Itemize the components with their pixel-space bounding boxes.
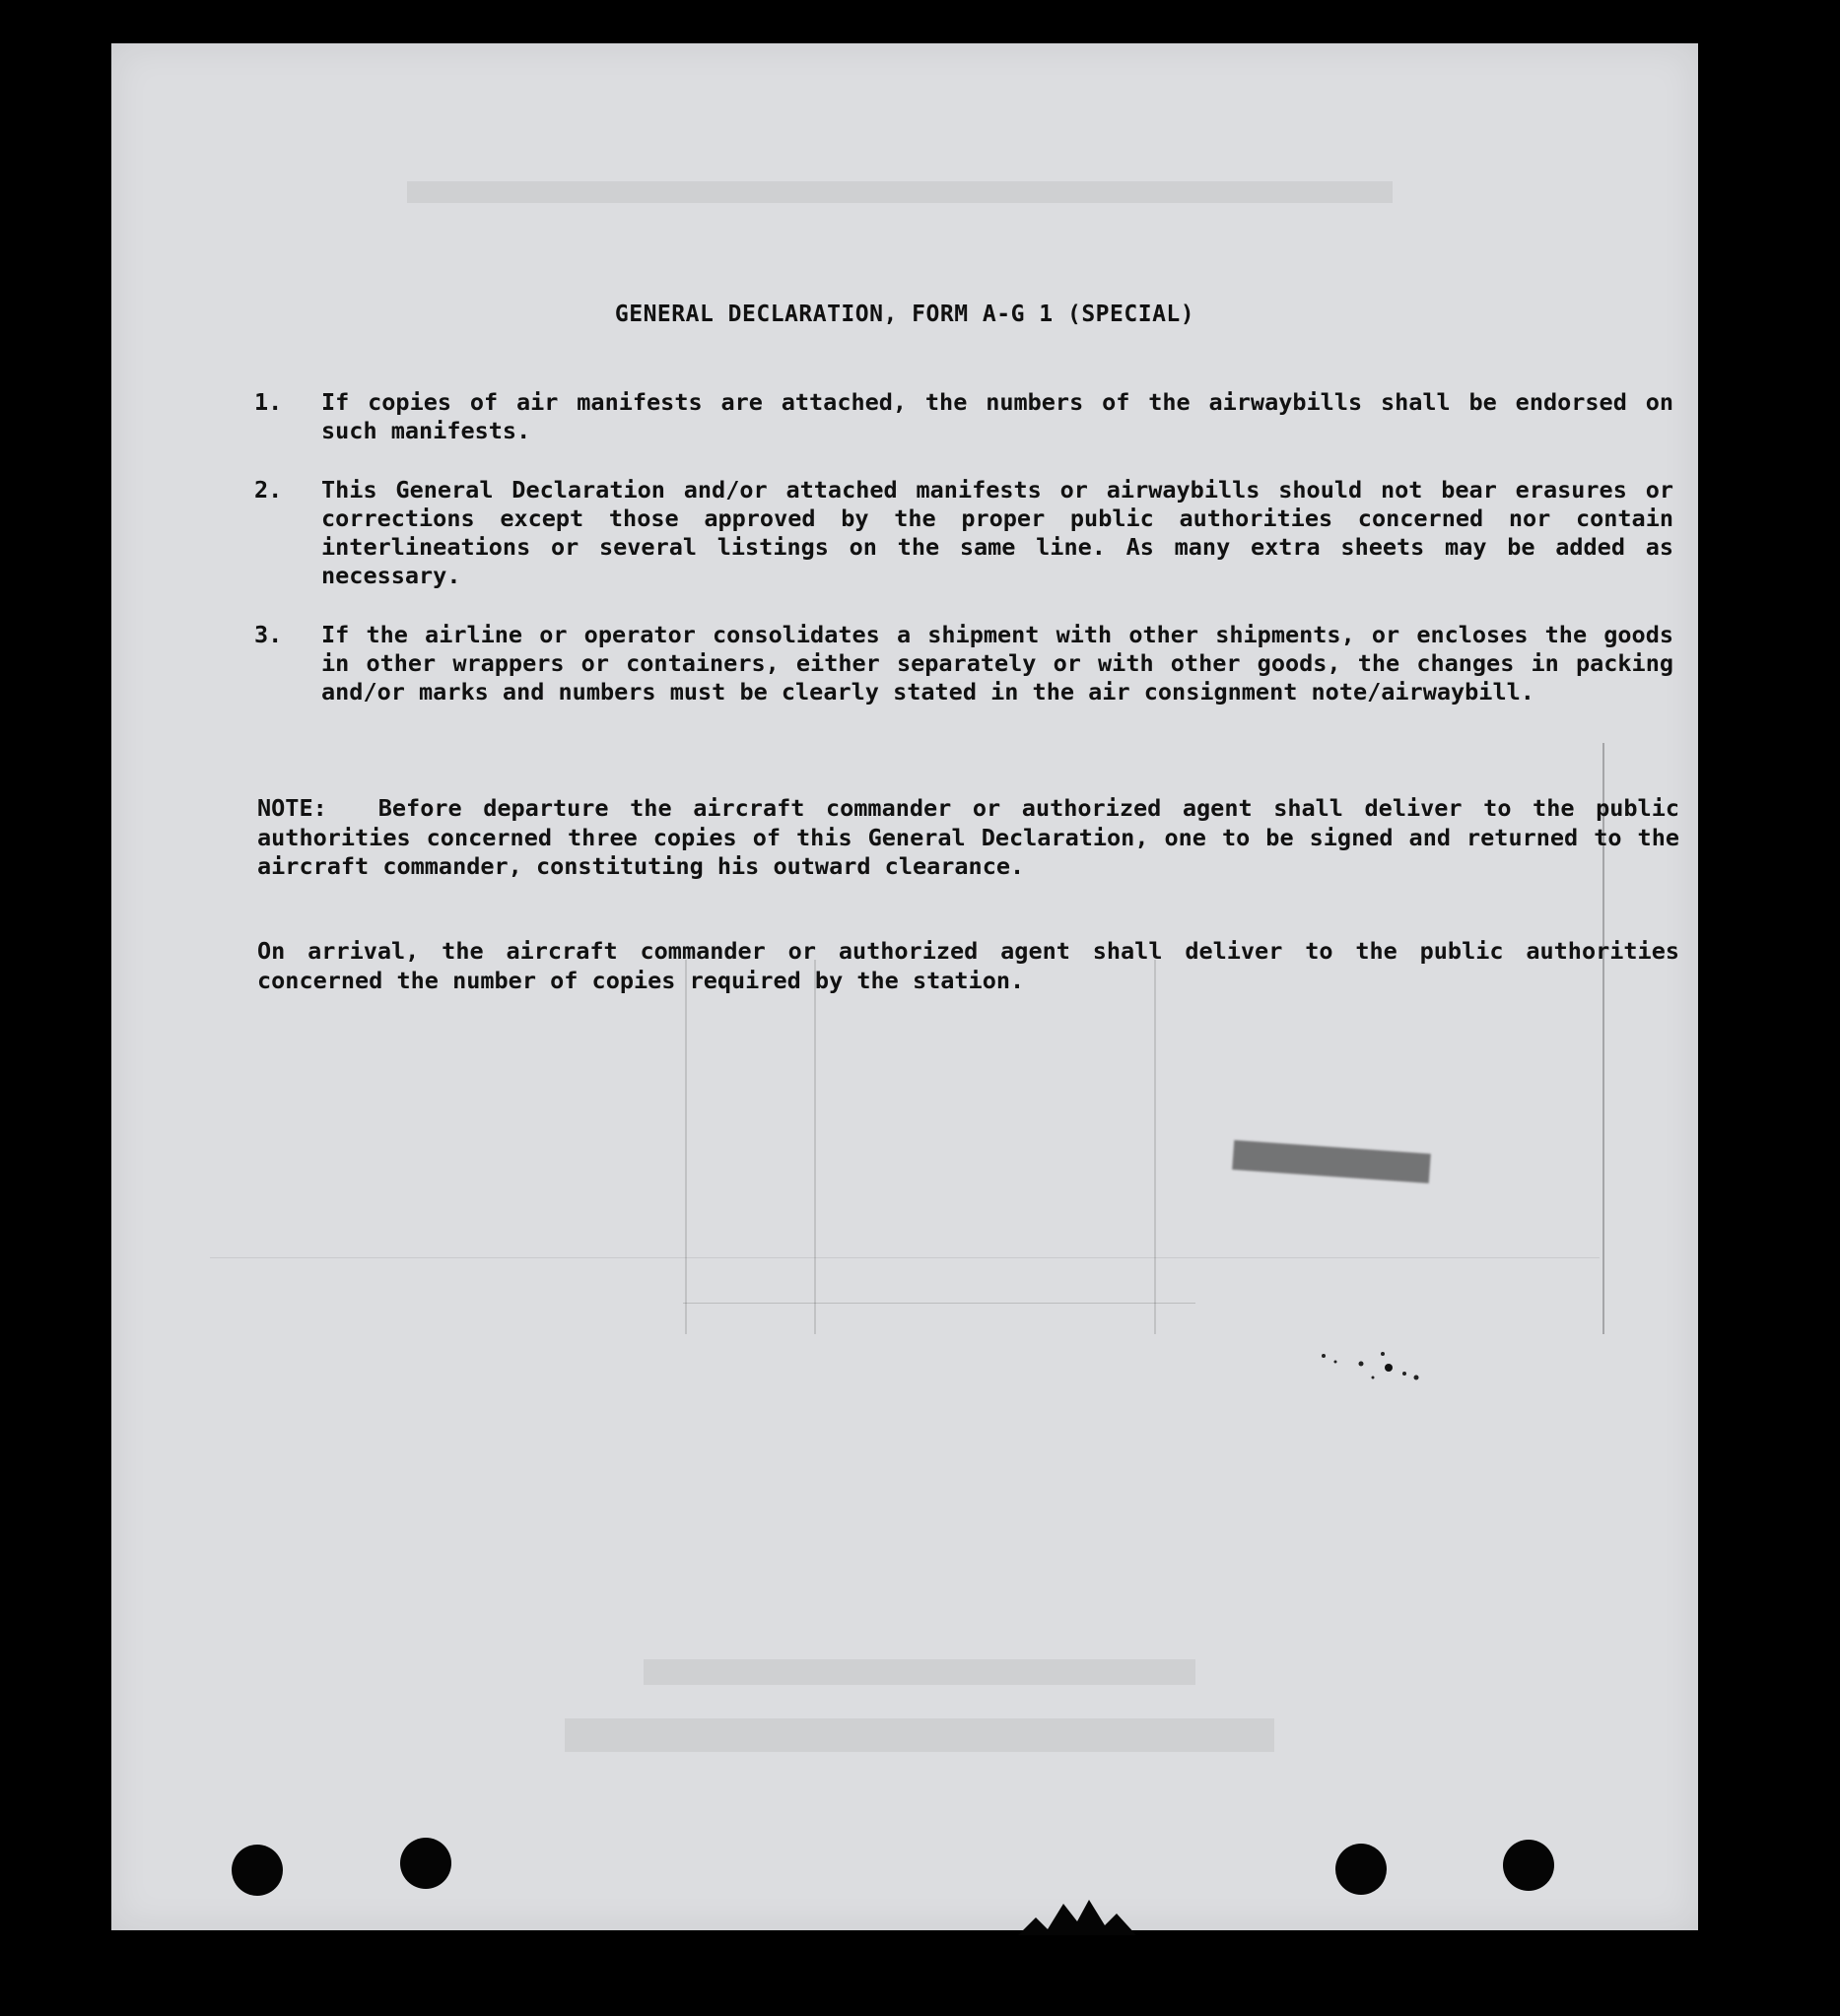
- punch-hole: [1335, 1844, 1387, 1895]
- note-label: NOTE:: [257, 794, 327, 822]
- punch-hole: [1503, 1840, 1554, 1891]
- list-item-number: 2.: [254, 476, 283, 504]
- list-item-text: If copies of air manifests are attached, the numbers of the airwaybills shall be endorsed on such manifests.: [321, 388, 1673, 444]
- form-rule-inner: [685, 960, 687, 1334]
- list-item-number: 1.: [254, 388, 283, 416]
- bleed-through-block: [644, 1659, 1195, 1685]
- document-page: [111, 43, 1698, 1930]
- torn-edge-mark: [1018, 1896, 1136, 1935]
- bleed-through-block: [565, 1718, 1274, 1752]
- ink-stamp-mark: [1232, 1140, 1431, 1183]
- form-rule-inner: [814, 960, 816, 1334]
- list-item: [254, 388, 1693, 445]
- punch-hole: [400, 1838, 451, 1889]
- form-rule-inner: [1154, 960, 1156, 1334]
- list-item-number: 3.: [254, 621, 283, 648]
- form-rule-bottom: [683, 1303, 1195, 1304]
- form-rule-bottom: [210, 1257, 1600, 1258]
- ink-speckle-mark: [1314, 1344, 1432, 1393]
- note-text: Before departure the aircraft commander or authorized agent shall deliver to the public authorities concerned three copies of this General Declaration, one to be signed and returned to the aircraft commander, constituting his outward clearance.: [257, 794, 1679, 880]
- punch-hole: [232, 1845, 283, 1896]
- list-item-text: If the airline or operator consolidates a shipment with other shipments, or encloses the goods in other wrappers or containers, either separately or with other goods, the changes in packing and/or marks and numbers must be clearly stated in the air consignment note/airwaybill.: [321, 621, 1673, 706]
- list-item-text: This General Declaration and/or attached manifests or airwaybills should not bear erasures or corrections except those approved by the proper public authorities concerned nor contain interlineations or several listings on the same line. As many extra sheets may be added as necessary.: [321, 476, 1673, 589]
- document-title: GENERAL DECLARATION, FORM A-G 1 (SPECIAL): [614, 302, 1195, 327]
- note-paragraph: [257, 794, 1679, 882]
- arrival-paragraph: On arrival, the aircraft commander or authorized agent shall deliver to the public authorities concerned the number of copies required by the station.: [257, 937, 1679, 994]
- bleed-through-block: [407, 181, 1393, 203]
- list-item: [254, 621, 1693, 706]
- list-item: [254, 476, 1693, 590]
